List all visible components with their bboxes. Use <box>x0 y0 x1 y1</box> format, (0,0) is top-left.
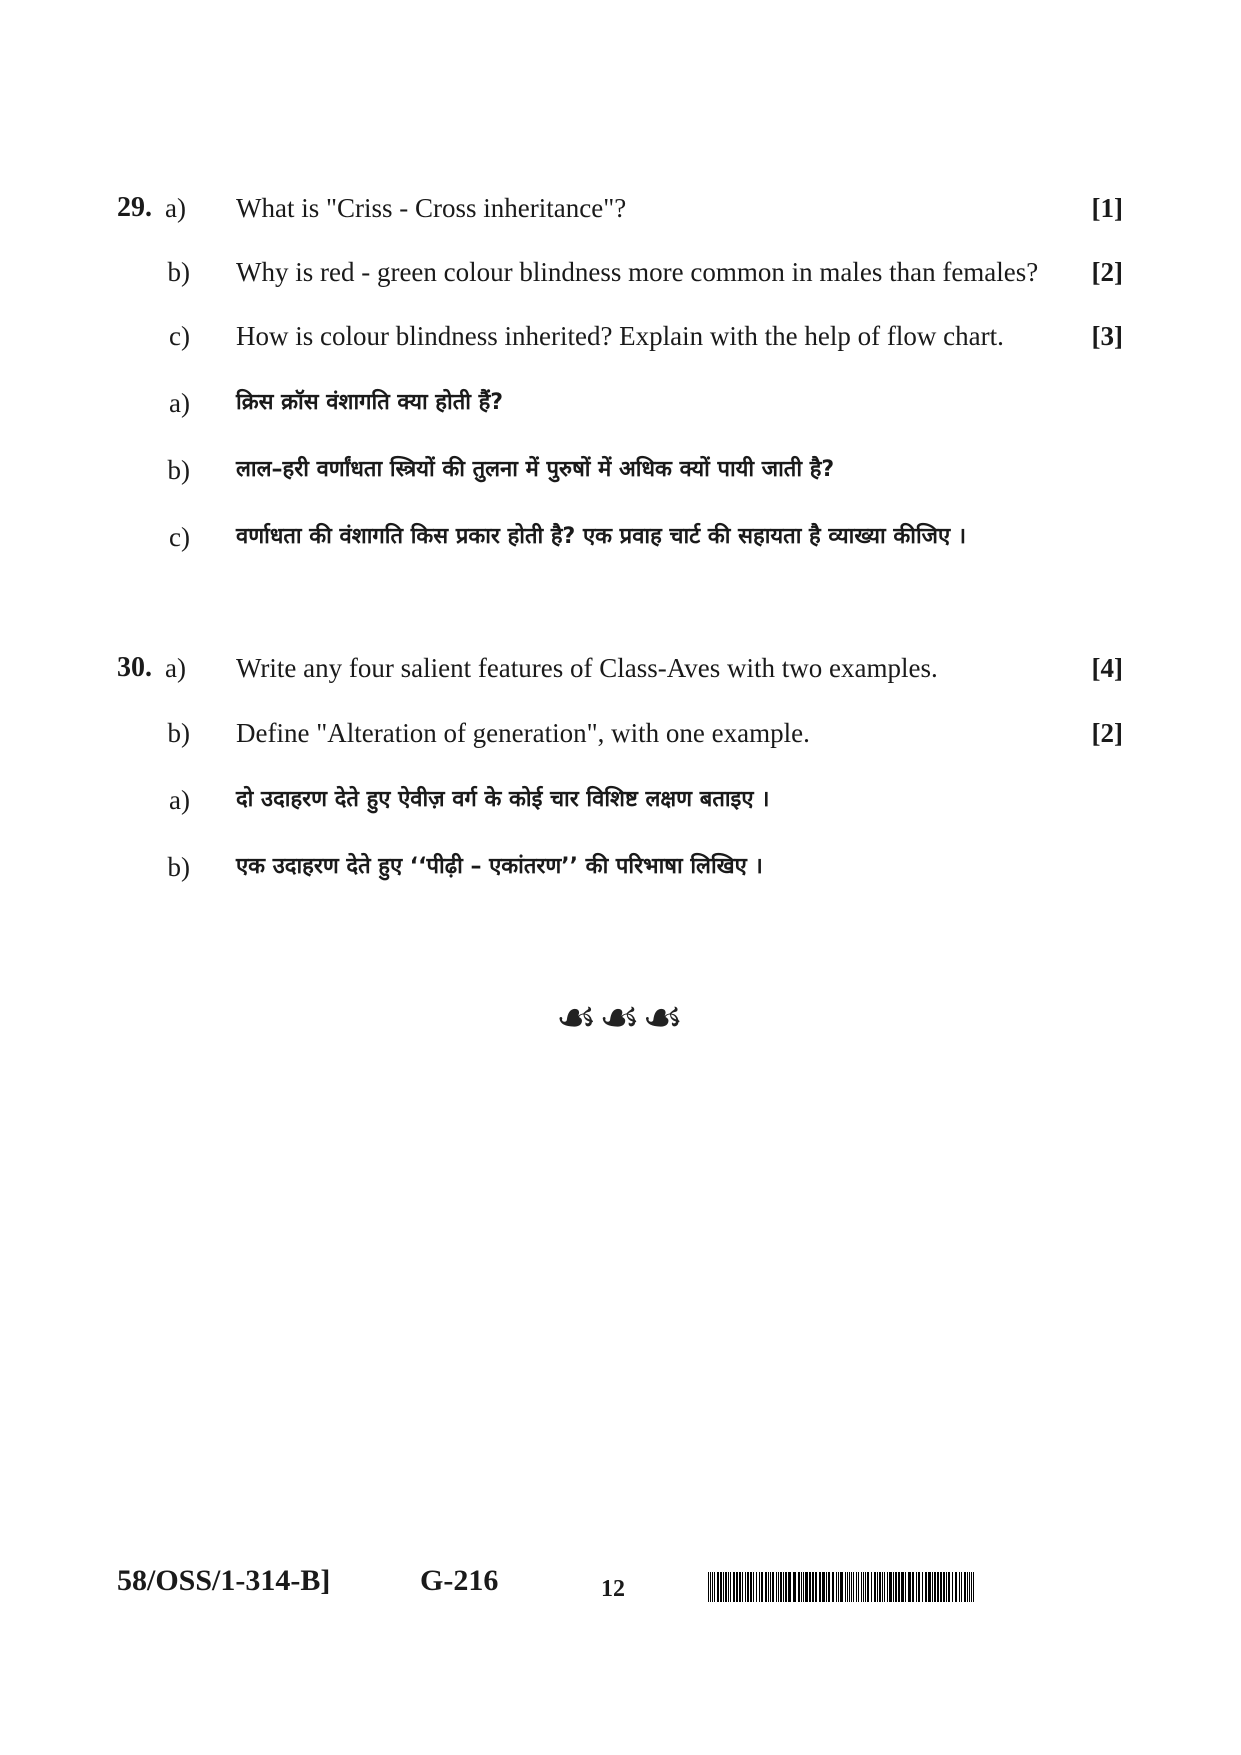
question-line <box>0 713 1241 753</box>
question-text-hindi: लाल–हरी वर्णांधता स्त्रियों की तुलना में पुरुषों में अधिक क्यों पायी जाती है? <box>236 457 835 482</box>
part-label: b) <box>167 852 190 882</box>
question-line-hindi <box>0 847 1241 887</box>
question-text-hindi: क्रिस क्रॉस वंशागति क्या होती हैं? <box>236 390 504 415</box>
marks: [2] <box>1091 257 1123 287</box>
question-text: Define "Alteration of generation", with one example. <box>236 718 810 748</box>
question-line-hindi <box>0 383 1241 423</box>
part-label: b) <box>167 718 190 748</box>
marks: [3] <box>1091 321 1123 351</box>
question-text: What is "Criss - Cross inheritance"? <box>236 193 627 223</box>
question-line <box>0 252 1241 292</box>
question-line-hindi <box>0 517 1241 557</box>
marks: [2] <box>1091 718 1123 748</box>
question-line-hindi <box>0 780 1241 820</box>
part-label: a) <box>169 785 190 815</box>
part-label: b) <box>167 257 190 287</box>
marks: [4] <box>1091 653 1123 683</box>
question-line <box>0 648 1241 688</box>
part-label: c) <box>169 522 190 552</box>
question-line-hindi <box>0 450 1241 490</box>
end-ornament: ☙☙☙ <box>555 992 686 1043</box>
question-text-hindi: दो उदाहरण देते हुए ऐवीज़ वर्ग के कोई चार विशिष्ट लक्षण बताइए । <box>236 787 770 812</box>
question-text-hindi: एक उदाहरण देते हुए ‘‘पीढ़ी – एकांतरण’’ की परिभाषा लिखिए । <box>236 854 763 879</box>
part-label: a) <box>165 653 186 683</box>
part-label: b) <box>167 455 190 485</box>
page-footer <box>0 1558 1241 1608</box>
question-text: How is colour blindness inherited? Explain with the help of flow chart. <box>236 321 1004 351</box>
question-text: Why is red - green colour blindness more common in males than females? <box>236 257 1039 287</box>
question-number: 29. <box>117 192 152 223</box>
part-label: a) <box>169 388 190 418</box>
question-text-hindi: वर्णाधता की वंशागति किस प्रकार होती है? एक प्रवाह चार्ट की सहायता है व्याख्या कीजिए । <box>236 524 967 549</box>
question-line <box>0 316 1241 356</box>
page-number: 12 <box>601 1576 625 1602</box>
barcode-image <box>708 1572 978 1602</box>
part-label: a) <box>165 193 186 223</box>
part-label: c) <box>169 321 190 351</box>
question-number: 30. <box>117 652 152 683</box>
marks: [1] <box>1091 193 1123 223</box>
question-text: Write any four salient features of Class-Aves with two examples. <box>236 653 938 683</box>
question-line <box>0 188 1241 228</box>
series-code: G-216 <box>420 1564 499 1597</box>
paper-code: 58/OSS/1-314-B] <box>117 1564 331 1597</box>
